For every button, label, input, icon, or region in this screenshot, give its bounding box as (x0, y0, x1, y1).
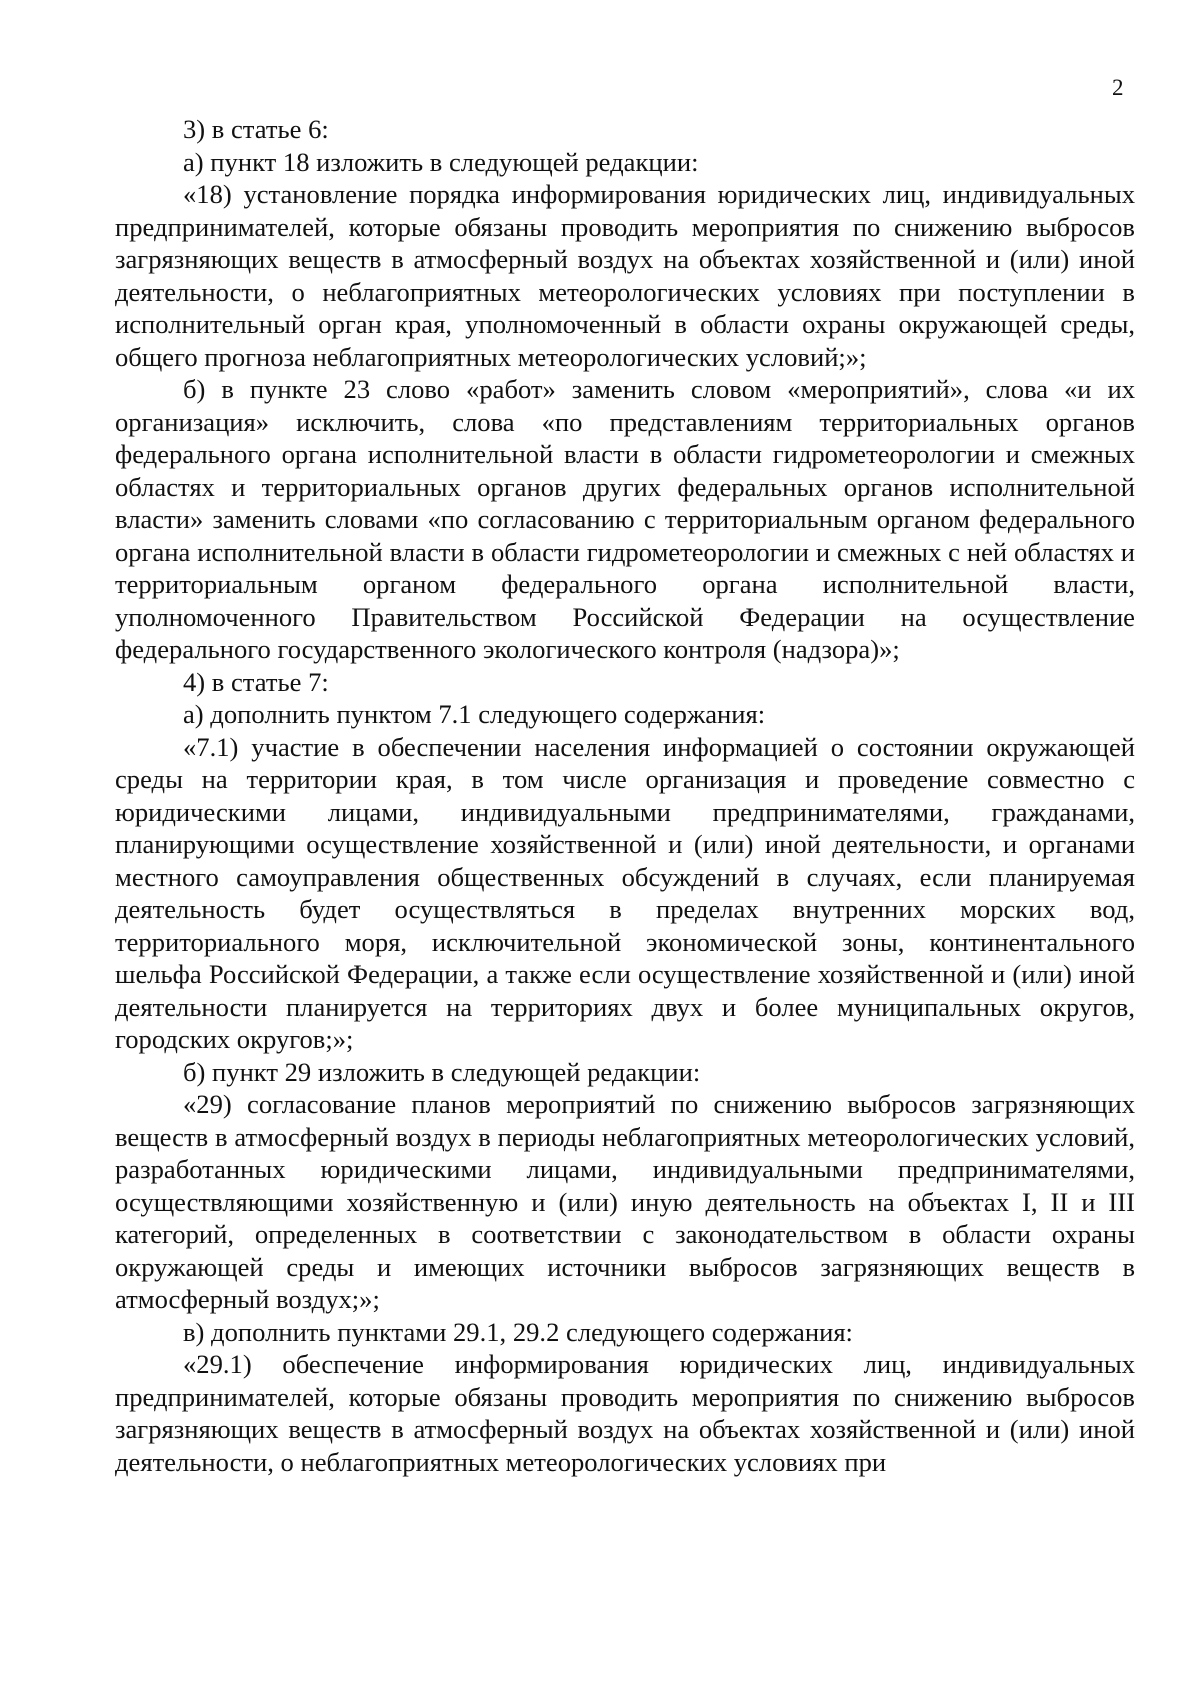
page-number: 2 (1112, 75, 1124, 100)
paragraph: 4) в статье 7: (183, 666, 329, 697)
paragraph: «29) согласование планов мероприятий по снижению выбросов загрязняющих веществ в атмосферный воздух в периоды неблагоприятных метеорологических условий, разработанных юридическими лицами, индивидуальными предпринимателями, осуществляющими хозяйственную и (или) иную деятельность на объектах I, II и III категорий, определенных в соответствии с законодательством в области охраны окружающей среды и имеющих источники выбросов загрязняющих веществ в атмосферный воздух;»; (115, 1089, 1135, 1314)
paragraph: 3) в статье 6: (183, 114, 329, 144)
paragraph: «29.1) обеспечение информирования юридических лиц, индивидуальных предпринимателей, которые обязаны проводить мероприятия по снижению выбросов загрязняющих веществ в атмосферный воздух на объектах хозяйственной и (или) иной деятельности, о неблагоприятных метеорологических условиях при (115, 1349, 1135, 1477)
paragraph: а) дополнить пунктом 7.1 следующего содержания: (183, 699, 766, 729)
paragraph: б) пункт 29 изложить в следующей редакции: (183, 1056, 701, 1087)
paragraph: б) в пункте 23 слово «работ» заменить словом «мероприятий», слова «и их организация» исключить, слова «по представлениям территориальных органов федерального органа исполнительной власти в области гидрометеорологии и смежных областях и территориальных органов других федеральных органов исполнительной власти» заменить словами «по согласованию с территориальным органом федерального органа исполнительной власти в области гидрометеорологии и смежных с ней областях и территориальным органом федерального органа исполнительной власти, уполномоченного Правительством Российской Федерации на осуществление федерального государственного экологического контроля (надзора)»; (115, 374, 1135, 664)
document-body (115, 113, 1135, 1478)
paragraph: а) пункт 18 изложить в следующей редакции: (183, 146, 699, 177)
paragraph: «18) установление порядка информирования юридических лиц, индивидуальных предпринимателей, которые обязаны проводить мероприятия по снижению выбросов загрязняющих веществ в атмосферный воздух на объектах хозяйственной и (или) иной деятельности, о неблагоприятных метеорологических условиях при поступлении в исполнительный орган края, уполномоченный в области охраны окружающей среды, общего прогноза неблагоприятных метеорологических условий;»; (115, 179, 1135, 372)
paragraph: в) дополнить пунктами 29.1, 29.2 следующего содержания: (183, 1316, 853, 1347)
paragraph: «7.1) участие в обеспечении населения информацией о состоянии окружающей среды на территории края, в том числе организация и проведение совместно с юридическими лицами, индивидуальными предпринимателями, гражданами, планирующими осуществление хозяйственной и (или) иной деятельности, и органами местного самоуправления общественных обсуждений в случаях, если планируемая деятельность будет осуществляться в пределах внутренних морских вод, территориального моря, исключительной экономической зоны, континентального шельфа Российской Федерации, а также если осуществление хозяйственной и (или) иной деятельности планируется на территориях двух и более муниципальных округов, городских округов;»; (115, 731, 1135, 1054)
